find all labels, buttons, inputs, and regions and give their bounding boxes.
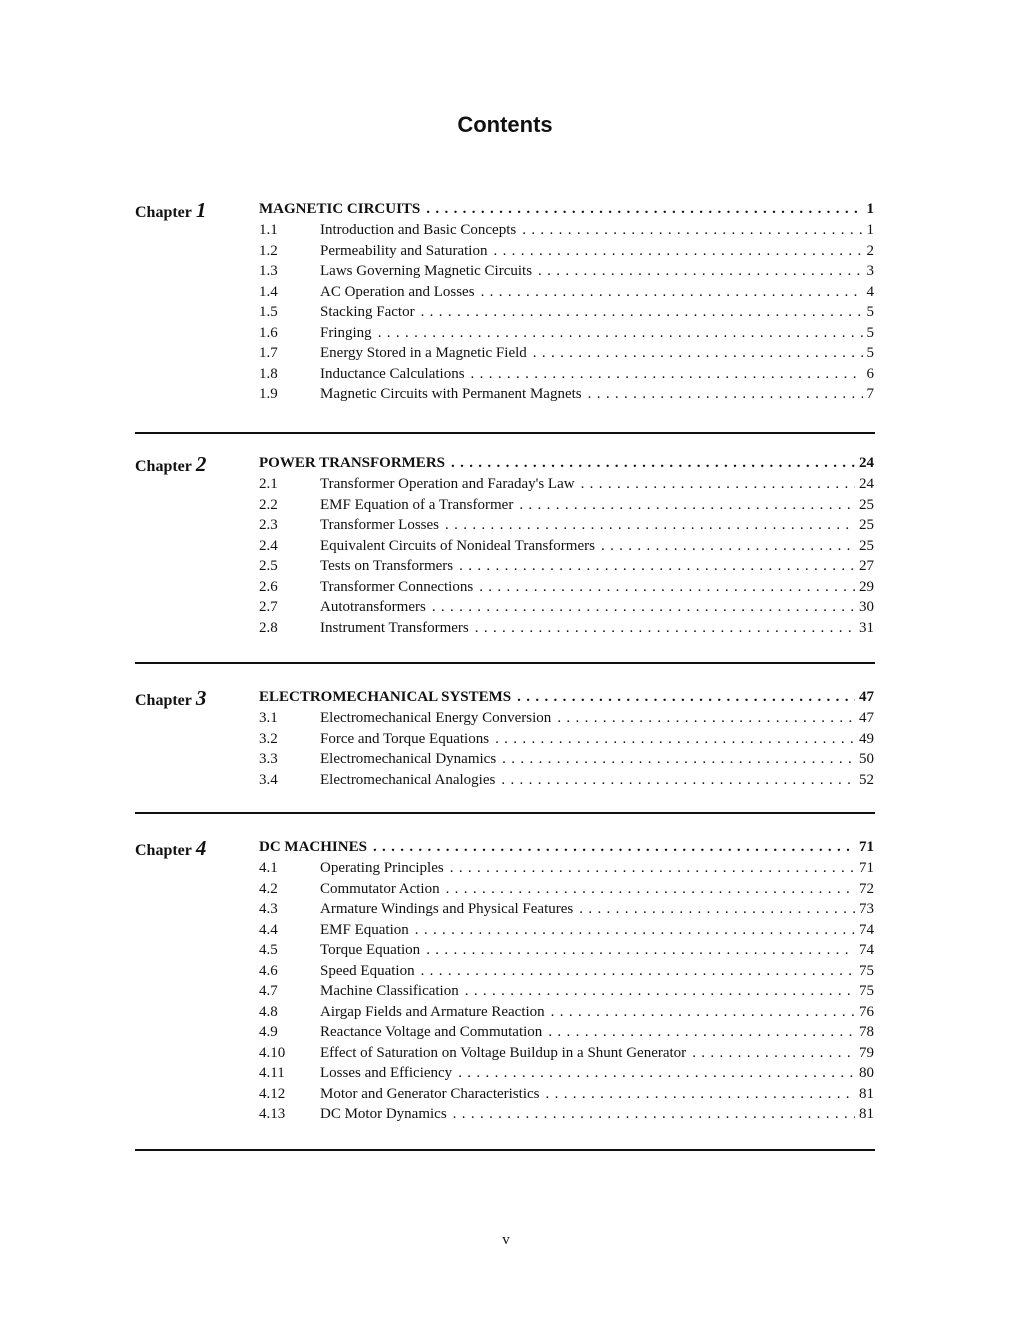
section-entry[interactable] bbox=[259, 515, 874, 536]
section-number: 4.6 bbox=[259, 962, 278, 979]
section-page: 49 bbox=[859, 730, 874, 747]
section-page: 73 bbox=[859, 901, 874, 917]
dot-leader bbox=[450, 858, 855, 879]
dot-leader bbox=[475, 618, 855, 639]
section-entry[interactable] bbox=[259, 1063, 874, 1084]
dot-leader bbox=[588, 384, 863, 405]
section-entry[interactable] bbox=[259, 495, 874, 516]
section-entry[interactable] bbox=[259, 940, 874, 961]
section-entry[interactable] bbox=[259, 708, 874, 729]
section-page: 50 bbox=[859, 751, 874, 767]
dot-leader bbox=[481, 282, 863, 303]
section-entry[interactable] bbox=[259, 261, 874, 282]
section-page: 74 bbox=[859, 942, 874, 958]
section-number: 1.3 bbox=[259, 263, 278, 279]
section-title: AC Operation and Losses bbox=[320, 283, 475, 300]
section-entry[interactable] bbox=[259, 220, 874, 241]
section-number: 4.1 bbox=[259, 860, 278, 876]
section-number: 1.8 bbox=[259, 365, 278, 382]
section-title: Transformer Operation and Faraday's Law bbox=[320, 476, 575, 492]
section-number: 4.3 bbox=[259, 901, 278, 917]
section-entry[interactable] bbox=[259, 858, 874, 879]
section-entry[interactable] bbox=[259, 618, 874, 639]
section-title: Operating Principles bbox=[320, 860, 444, 876]
section-number: 4.13 bbox=[259, 1106, 286, 1122]
section-entry[interactable] bbox=[259, 384, 874, 405]
section-page: 79 bbox=[859, 1044, 874, 1061]
section-title: Stacking Factor bbox=[320, 304, 415, 320]
section-number: 2.4 bbox=[259, 537, 278, 554]
section-number: 1.4 bbox=[259, 283, 278, 300]
dot-leader bbox=[458, 1063, 855, 1084]
section-number: 3.1 bbox=[259, 710, 278, 726]
chapter-number: 1 bbox=[195, 198, 207, 222]
chapter-page: 24 bbox=[859, 455, 874, 471]
dot-leader bbox=[446, 879, 855, 900]
section-page: 29 bbox=[859, 578, 874, 595]
dot-leader bbox=[445, 515, 855, 536]
section-entry[interactable] bbox=[259, 241, 874, 262]
dot-leader bbox=[502, 749, 855, 770]
dot-leader bbox=[522, 220, 862, 241]
section-number: 3.4 bbox=[259, 771, 278, 788]
chapter-entries bbox=[259, 836, 874, 1125]
chapter-heading-entry[interactable] bbox=[259, 452, 874, 474]
section-page: 81 bbox=[859, 1106, 874, 1122]
chapter-divider bbox=[135, 812, 875, 814]
dot-leader bbox=[421, 961, 855, 982]
section-title: Electromechanical Dynamics bbox=[320, 751, 497, 767]
section-title: EMF Equation of a Transformer bbox=[320, 496, 514, 513]
section-page: 5 bbox=[866, 324, 874, 341]
section-title: Introduction and Basic Concepts bbox=[320, 222, 517, 238]
section-title: Permeability and Saturation bbox=[320, 242, 488, 259]
section-number: 1.1 bbox=[259, 222, 278, 238]
chapter-title: DC MACHINES bbox=[259, 839, 367, 855]
section-title: Instrument Transformers bbox=[320, 619, 469, 636]
section-page: 47 bbox=[859, 710, 874, 726]
section-entry[interactable] bbox=[259, 961, 874, 982]
section-entry[interactable] bbox=[259, 323, 874, 344]
section-title: Magnetic Circuits with Permanent Magnets bbox=[320, 386, 582, 402]
dot-leader bbox=[501, 770, 855, 791]
dot-leader bbox=[557, 708, 855, 729]
section-page: 81 bbox=[859, 1085, 874, 1102]
section-title: Tests on Transformers bbox=[320, 558, 454, 574]
chapter-label bbox=[135, 836, 206, 861]
section-number: 4.9 bbox=[259, 1024, 278, 1040]
chapter-divider bbox=[135, 1149, 875, 1151]
section-title: Equivalent Circuits of Nonideal Transformers bbox=[320, 537, 595, 554]
section-number: 4.12 bbox=[259, 1085, 286, 1102]
section-entry[interactable] bbox=[259, 556, 874, 577]
page-title: Contents bbox=[457, 112, 553, 137]
chapter-heading-entry[interactable] bbox=[259, 836, 874, 858]
section-entry[interactable] bbox=[259, 879, 874, 900]
dot-leader bbox=[533, 343, 863, 364]
dot-leader bbox=[495, 729, 855, 750]
chapter-heading-entry[interactable] bbox=[259, 686, 874, 708]
chapter-divider bbox=[135, 662, 875, 664]
dot-leader bbox=[459, 556, 855, 577]
section-number: 1.9 bbox=[259, 386, 278, 402]
section-number: 4.2 bbox=[259, 880, 278, 897]
section-entry[interactable] bbox=[259, 770, 874, 791]
section-title: Effect of Saturation on Voltage Buildup in a Shunt Generator bbox=[320, 1044, 687, 1061]
section-page: 25 bbox=[859, 537, 874, 554]
section-page: 80 bbox=[859, 1065, 874, 1081]
dot-leader bbox=[692, 1043, 855, 1064]
dot-leader bbox=[493, 241, 862, 262]
section-title: Electromechanical Energy Conversion bbox=[320, 710, 552, 726]
section-page: 24 bbox=[859, 476, 874, 492]
chapter-word: Chapter bbox=[135, 458, 192, 475]
dot-leader bbox=[465, 981, 855, 1002]
section-entry[interactable] bbox=[259, 597, 874, 618]
dot-leader bbox=[579, 899, 855, 920]
section-entry[interactable] bbox=[259, 1002, 874, 1023]
section-page: 5 bbox=[866, 345, 874, 361]
dot-leader bbox=[546, 1084, 856, 1105]
section-title: Laws Governing Magnetic Circuits bbox=[320, 263, 533, 279]
section-number: 3.3 bbox=[259, 751, 278, 767]
section-title: Energy Stored in a Magnetic Field bbox=[320, 345, 527, 361]
section-number: 2.8 bbox=[259, 619, 278, 636]
dot-leader bbox=[471, 364, 863, 385]
section-title: DC Motor Dynamics bbox=[320, 1106, 447, 1122]
section-number: 1.6 bbox=[259, 324, 278, 341]
section-page: 78 bbox=[859, 1024, 874, 1040]
section-number: 1.2 bbox=[259, 242, 278, 259]
section-entry[interactable] bbox=[259, 920, 874, 941]
section-page: 71 bbox=[859, 860, 874, 876]
dot-leader bbox=[453, 1104, 855, 1125]
chapter-label bbox=[135, 452, 206, 477]
section-title: Motor and Generator Characteristics bbox=[320, 1085, 540, 1102]
section-page: 5 bbox=[866, 304, 874, 320]
dot-leader bbox=[426, 198, 862, 220]
section-page: 25 bbox=[859, 496, 874, 513]
section-entry[interactable] bbox=[259, 729, 874, 750]
section-title: Speed Equation bbox=[320, 962, 415, 979]
section-page: 7 bbox=[866, 386, 874, 402]
section-title: Reactance Voltage and Commutation bbox=[320, 1024, 543, 1040]
section-entry[interactable] bbox=[259, 1104, 874, 1125]
section-number: 4.11 bbox=[259, 1065, 285, 1081]
section-title: Fringing bbox=[320, 324, 372, 341]
section-entry[interactable] bbox=[259, 364, 874, 385]
section-number: 2.2 bbox=[259, 496, 278, 513]
chapter-page: 1 bbox=[866, 201, 874, 217]
section-entry[interactable] bbox=[259, 474, 874, 495]
section-entry[interactable] bbox=[259, 749, 874, 770]
section-page: 6 bbox=[866, 365, 874, 382]
section-title: Electromechanical Analogies bbox=[320, 771, 496, 788]
dot-leader bbox=[373, 836, 855, 858]
section-entry[interactable] bbox=[259, 577, 874, 598]
section-page: 4 bbox=[866, 283, 874, 300]
chapter-page: 71 bbox=[859, 839, 874, 855]
section-entry[interactable] bbox=[259, 536, 874, 557]
section-number: 4.4 bbox=[259, 921, 278, 938]
chapter-word: Chapter bbox=[135, 204, 192, 221]
chapter-title: POWER TRANSFORMERS bbox=[259, 455, 445, 471]
section-title: Airgap Fields and Armature Reaction bbox=[320, 1003, 545, 1020]
chapter-heading-entry[interactable] bbox=[259, 198, 874, 220]
chapter-page: 47 bbox=[859, 689, 874, 705]
section-page: 30 bbox=[859, 599, 874, 615]
section-page: 25 bbox=[859, 517, 874, 533]
dot-leader bbox=[538, 261, 862, 282]
section-entry[interactable] bbox=[259, 302, 874, 323]
section-page: 2 bbox=[866, 242, 874, 259]
section-title: Inductance Calculations bbox=[320, 365, 465, 382]
chapter-entries bbox=[259, 198, 874, 405]
dot-leader bbox=[426, 940, 855, 961]
section-title: Torque Equation bbox=[320, 942, 421, 958]
dot-leader bbox=[432, 597, 855, 618]
section-page: 31 bbox=[859, 619, 874, 636]
section-number: 2.1 bbox=[259, 476, 278, 492]
chapter-word: Chapter bbox=[135, 692, 192, 709]
section-entry[interactable] bbox=[259, 1043, 874, 1064]
chapter-word: Chapter bbox=[135, 842, 192, 859]
section-entry[interactable] bbox=[259, 1022, 874, 1043]
section-title: Force and Torque Equations bbox=[320, 730, 490, 747]
section-page: 75 bbox=[859, 983, 874, 999]
dot-leader bbox=[451, 452, 855, 474]
section-title: Autotransformers bbox=[320, 599, 426, 615]
section-title: Commutator Action bbox=[320, 880, 440, 897]
dot-leader bbox=[551, 1002, 855, 1023]
chapter-entries bbox=[259, 686, 874, 790]
section-entry[interactable] bbox=[259, 282, 874, 303]
dot-leader bbox=[421, 302, 863, 323]
section-page: 76 bbox=[859, 1003, 874, 1020]
section-title: Losses and Efficiency bbox=[320, 1065, 453, 1081]
section-title: Armature Windings and Physical Features bbox=[320, 901, 574, 917]
section-number: 4.10 bbox=[259, 1044, 286, 1061]
dot-leader bbox=[415, 920, 855, 941]
section-number: 1.7 bbox=[259, 345, 278, 361]
section-entry[interactable] bbox=[259, 343, 874, 364]
dot-leader bbox=[519, 495, 855, 516]
chapter-divider bbox=[135, 432, 875, 434]
section-entry[interactable] bbox=[259, 981, 874, 1002]
chapter-entries bbox=[259, 452, 874, 638]
dot-leader bbox=[517, 686, 855, 708]
section-number: 3.2 bbox=[259, 730, 278, 747]
section-title: Transformer Connections bbox=[320, 578, 474, 595]
section-page: 3 bbox=[866, 263, 874, 279]
section-title: Transformer Losses bbox=[320, 517, 440, 533]
section-page: 27 bbox=[859, 558, 874, 574]
dot-leader bbox=[581, 474, 855, 495]
section-number: 4.8 bbox=[259, 1003, 278, 1020]
section-title: Machine Classification bbox=[320, 983, 459, 999]
dot-leader bbox=[479, 577, 855, 598]
dot-leader bbox=[601, 536, 855, 557]
section-number: 2.5 bbox=[259, 558, 278, 574]
section-page: 72 bbox=[859, 880, 874, 897]
dot-leader bbox=[378, 323, 863, 344]
section-number: 2.7 bbox=[259, 599, 278, 615]
section-entry[interactable] bbox=[259, 1084, 874, 1105]
section-number: 2.6 bbox=[259, 578, 278, 595]
section-number: 4.5 bbox=[259, 942, 278, 958]
section-title: EMF Equation bbox=[320, 921, 409, 938]
chapter-number: 4 bbox=[195, 836, 207, 860]
section-page: 75 bbox=[859, 962, 874, 979]
section-number: 1.5 bbox=[259, 304, 278, 320]
section-page: 74 bbox=[859, 921, 874, 938]
section-page: 52 bbox=[859, 771, 874, 788]
section-entry[interactable] bbox=[259, 899, 874, 920]
section-number: 4.7 bbox=[259, 983, 278, 999]
dot-leader bbox=[548, 1022, 855, 1043]
chapter-label bbox=[135, 198, 206, 223]
section-page: 1 bbox=[866, 222, 874, 238]
page-number: v bbox=[502, 1232, 510, 1248]
chapter-title: MAGNETIC CIRCUITS bbox=[259, 201, 421, 217]
chapter-number: 2 bbox=[195, 452, 207, 476]
chapter-title: ELECTROMECHANICAL SYSTEMS bbox=[259, 689, 512, 705]
chapter-label bbox=[135, 686, 206, 711]
chapter-number: 3 bbox=[195, 686, 207, 710]
section-number: 2.3 bbox=[259, 517, 278, 533]
